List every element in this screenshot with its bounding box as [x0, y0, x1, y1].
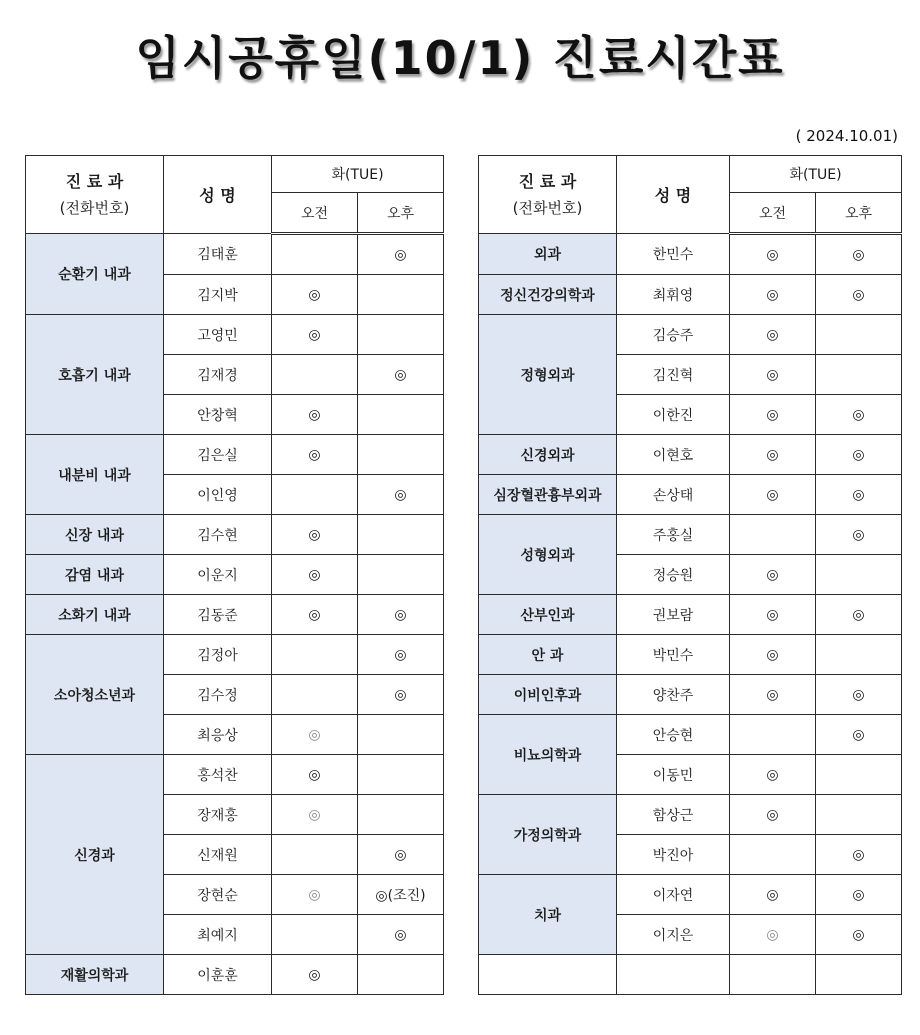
department-cell: [479, 955, 617, 995]
am-availability-cell: ◎: [272, 755, 358, 795]
department-cell: 외과: [479, 234, 617, 275]
am-availability-cell: ◎: [730, 395, 816, 435]
doctor-name-cell: 박진아: [617, 835, 730, 875]
pm-availability-cell: [816, 755, 902, 795]
table-row: [26, 955, 444, 995]
pm-availability-cell: ◎(조진): [358, 875, 444, 915]
department-cell: 호흡기 내과: [26, 315, 164, 435]
am-availability-cell: ◎: [730, 635, 816, 675]
am-availability-cell: [730, 835, 816, 875]
schedule-date: ( 2024.10.01): [795, 127, 898, 145]
doctor-name-cell: 이현호: [617, 435, 730, 475]
am-availability-cell: ◎: [272, 955, 358, 995]
table-row: [479, 435, 902, 475]
department-cell: 치과: [479, 875, 617, 955]
am-availability-cell: ◎: [272, 555, 358, 595]
schedule-table-right: [478, 155, 902, 995]
header-name: 성 명: [164, 156, 272, 234]
doctor-name-cell: 이한진: [617, 395, 730, 435]
doctor-name-cell: 최응상: [164, 715, 272, 755]
am-availability-cell: [730, 515, 816, 555]
pm-availability-cell: ◎: [358, 835, 444, 875]
pm-availability-cell: [358, 715, 444, 755]
pm-availability-cell: ◎: [358, 675, 444, 715]
header-dept: [26, 156, 164, 234]
table-row: [479, 715, 902, 755]
doctor-name-cell: 정승원: [617, 555, 730, 595]
pm-availability-cell: [816, 355, 902, 395]
pm-availability-cell: ◎: [358, 234, 444, 275]
am-availability-cell: [272, 234, 358, 275]
am-availability-cell: ◎: [272, 875, 358, 915]
table-row: [26, 755, 444, 795]
pm-availability-cell: [816, 635, 902, 675]
am-availability-cell: [272, 635, 358, 675]
doctor-name-cell: 신재원: [164, 835, 272, 875]
pm-availability-cell: ◎: [816, 715, 902, 755]
pm-availability-cell: ◎: [816, 435, 902, 475]
department-cell: 산부인과: [479, 595, 617, 635]
table-row: [26, 515, 444, 555]
am-availability-cell: ◎: [272, 595, 358, 635]
table-row: [479, 234, 902, 275]
table-row: [26, 635, 444, 675]
pm-availability-cell: ◎: [358, 475, 444, 515]
department-cell: 감염 내과: [26, 555, 164, 595]
pm-availability-cell: [358, 315, 444, 355]
doctor-name-cell: 김정아: [164, 635, 272, 675]
am-availability-cell: ◎: [730, 795, 816, 835]
header-day: 화(TUE): [272, 156, 444, 193]
header-dept: [479, 156, 617, 234]
table-row: [479, 955, 902, 995]
doctor-name-cell: 김지박: [164, 275, 272, 315]
am-availability-cell: ◎: [730, 595, 816, 635]
am-availability-cell: [272, 355, 358, 395]
table-row: [479, 875, 902, 915]
table-row: [479, 315, 902, 355]
table-row: [479, 475, 902, 515]
doctor-name-cell: 최휘영: [617, 275, 730, 315]
am-availability-cell: ◎: [730, 675, 816, 715]
am-availability-cell: ◎: [730, 234, 816, 275]
department-cell: 내분비 내과: [26, 435, 164, 515]
header-am: 오전: [730, 193, 816, 234]
am-availability-cell: ◎: [272, 715, 358, 755]
pm-availability-cell: ◎: [816, 395, 902, 435]
table-row: [479, 515, 902, 555]
table-row: [26, 435, 444, 475]
pm-availability-cell: ◎: [816, 595, 902, 635]
header-day: 화(TUE): [730, 156, 902, 193]
am-availability-cell: ◎: [730, 435, 816, 475]
table-row: [479, 595, 902, 635]
header-dept-sub: (전화번호): [512, 198, 583, 217]
schedule-table-left: [25, 155, 444, 995]
am-availability-cell: ◎: [730, 555, 816, 595]
doctor-name-cell: 함상근: [617, 795, 730, 835]
page-title: 임시공휴일(10/1) 진료시간표: [135, 31, 785, 85]
table-row: [479, 275, 902, 315]
header-pm: 오후: [358, 193, 444, 234]
doctor-name-cell: 이지은: [617, 915, 730, 955]
header-am: 오전: [272, 193, 358, 234]
doctor-name-cell: 양찬주: [617, 675, 730, 715]
doctor-name-cell: 박민수: [617, 635, 730, 675]
table-row: [26, 234, 444, 275]
am-availability-cell: ◎: [730, 475, 816, 515]
header-dept-sub: (전화번호): [59, 198, 130, 217]
doctor-name-cell: 김수정: [164, 675, 272, 715]
table-row: [479, 635, 902, 675]
pm-availability-cell: ◎: [816, 875, 902, 915]
department-cell: 정신건강의학과: [479, 275, 617, 315]
pm-availability-cell: [358, 955, 444, 995]
pm-availability-cell: [816, 795, 902, 835]
am-availability-cell: [730, 715, 816, 755]
am-availability-cell: [272, 915, 358, 955]
doctor-name-cell: 이훈훈: [164, 955, 272, 995]
pm-availability-cell: ◎: [816, 835, 902, 875]
doctor-name-cell: 김재경: [164, 355, 272, 395]
department-cell: 소화기 내과: [26, 595, 164, 635]
am-availability-cell: ◎: [730, 355, 816, 395]
header-dept-label: 진 료 과: [65, 171, 124, 191]
doctor-name-cell: 장현순: [164, 875, 272, 915]
am-availability-cell: ◎: [272, 395, 358, 435]
header-name: 성 명: [617, 156, 730, 234]
department-cell: 비뇨의학과: [479, 715, 617, 795]
pm-availability-cell: [358, 275, 444, 315]
pm-availability-cell: [358, 555, 444, 595]
department-cell: 순환기 내과: [26, 234, 164, 315]
pm-availability-cell: ◎: [358, 355, 444, 395]
pm-availability-cell: [816, 315, 902, 355]
pm-availability-cell: ◎: [358, 915, 444, 955]
department-cell: 심장혈관흉부외과: [479, 475, 617, 515]
am-availability-cell: ◎: [730, 755, 816, 795]
department-cell: 신경외과: [479, 435, 617, 475]
table-row: [26, 555, 444, 595]
pm-availability-cell: [358, 395, 444, 435]
doctor-name-cell: 김은실: [164, 435, 272, 475]
pm-availability-cell: ◎: [816, 915, 902, 955]
doctor-name-cell: 김동준: [164, 595, 272, 635]
department-cell: 재활의학과: [26, 955, 164, 995]
am-availability-cell: [272, 475, 358, 515]
header-pm: 오후: [816, 193, 902, 234]
pm-availability-cell: [358, 515, 444, 555]
am-availability-cell: ◎: [730, 315, 816, 355]
doctor-name-cell: 김수현: [164, 515, 272, 555]
department-cell: 신경과: [26, 755, 164, 955]
department-cell: 소아청소년과: [26, 635, 164, 755]
doctor-name-cell: 손상태: [617, 475, 730, 515]
doctor-name-cell: 홍석찬: [164, 755, 272, 795]
am-availability-cell: ◎: [272, 435, 358, 475]
pm-availability-cell: [816, 955, 902, 995]
doctor-name-cell: 이인영: [164, 475, 272, 515]
department-cell: 정형외과: [479, 315, 617, 435]
doctor-name-cell: 김승주: [617, 315, 730, 355]
am-availability-cell: [272, 835, 358, 875]
doctor-name-cell: 이동민: [617, 755, 730, 795]
table-row: [479, 795, 902, 835]
header-dept-label: 진 료 과: [518, 171, 577, 191]
doctor-name-cell: 김태훈: [164, 234, 272, 275]
department-cell: 이비인후과: [479, 675, 617, 715]
am-availability-cell: [272, 675, 358, 715]
pm-availability-cell: ◎: [816, 515, 902, 555]
pm-availability-cell: ◎: [816, 475, 902, 515]
table-row: [26, 595, 444, 635]
department-cell: 안 과: [479, 635, 617, 675]
doctor-name-cell: [617, 955, 730, 995]
doctor-name-cell: 장재홍: [164, 795, 272, 835]
pm-availability-cell: ◎: [816, 275, 902, 315]
pm-availability-cell: [358, 795, 444, 835]
am-availability-cell: ◎: [730, 915, 816, 955]
doctor-name-cell: 이운지: [164, 555, 272, 595]
doctor-name-cell: 이자연: [617, 875, 730, 915]
am-availability-cell: ◎: [272, 795, 358, 835]
doctor-name-cell: 최예지: [164, 915, 272, 955]
doctor-name-cell: 한민수: [617, 234, 730, 275]
department-cell: 성형외과: [479, 515, 617, 595]
pm-availability-cell: ◎: [816, 234, 902, 275]
doctor-name-cell: 주홍실: [617, 515, 730, 555]
am-availability-cell: ◎: [272, 315, 358, 355]
pm-availability-cell: [816, 555, 902, 595]
table-row: [26, 315, 444, 355]
am-availability-cell: ◎: [272, 515, 358, 555]
doctor-name-cell: 김진혁: [617, 355, 730, 395]
doctor-name-cell: 권보람: [617, 595, 730, 635]
doctor-name-cell: 안승현: [617, 715, 730, 755]
pm-availability-cell: [358, 755, 444, 795]
doctor-name-cell: 안창혁: [164, 395, 272, 435]
am-availability-cell: ◎: [272, 275, 358, 315]
am-availability-cell: ◎: [730, 275, 816, 315]
table-row: [479, 675, 902, 715]
pm-availability-cell: ◎: [358, 595, 444, 635]
doctor-name-cell: 고영민: [164, 315, 272, 355]
pm-availability-cell: ◎: [358, 635, 444, 675]
am-availability-cell: [730, 955, 816, 995]
pm-availability-cell: [358, 435, 444, 475]
am-availability-cell: ◎: [730, 875, 816, 915]
pm-availability-cell: ◎: [816, 675, 902, 715]
department-cell: 가정의학과: [479, 795, 617, 875]
department-cell: 신장 내과: [26, 515, 164, 555]
